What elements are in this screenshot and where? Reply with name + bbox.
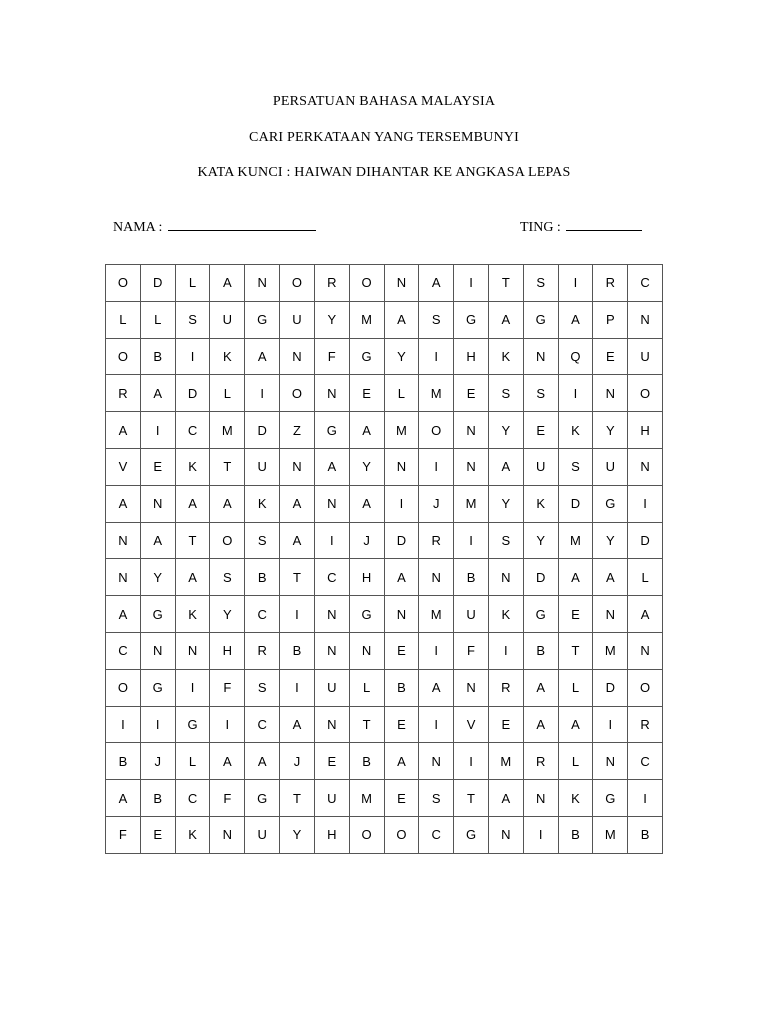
grid-cell[interactable]: O: [384, 816, 419, 853]
grid-cell[interactable]: R: [628, 706, 663, 743]
grid-cell[interactable]: U: [314, 780, 349, 817]
grid-cell[interactable]: E: [593, 338, 628, 375]
grid-cell[interactable]: O: [628, 375, 663, 412]
grid-cell[interactable]: B: [628, 816, 663, 853]
grid-cell[interactable]: L: [384, 375, 419, 412]
grid-cell[interactable]: Y: [140, 559, 175, 596]
grid-cell[interactable]: A: [106, 485, 141, 522]
grid-cell[interactable]: N: [314, 485, 349, 522]
grid-cell[interactable]: O: [106, 669, 141, 706]
grid-cell[interactable]: N: [210, 816, 245, 853]
grid-cell[interactable]: R: [593, 265, 628, 302]
grid-cell[interactable]: I: [175, 338, 210, 375]
grid-cell[interactable]: H: [628, 412, 663, 449]
grid-cell[interactable]: N: [523, 338, 558, 375]
grid-cell[interactable]: I: [628, 780, 663, 817]
grid-cell[interactable]: M: [419, 596, 454, 633]
grid-cell[interactable]: K: [175, 596, 210, 633]
grid-cell[interactable]: B: [384, 669, 419, 706]
grid-cell[interactable]: N: [280, 338, 315, 375]
grid-row: [106, 265, 663, 302]
grid-cell[interactable]: D: [628, 522, 663, 559]
grid-cell[interactable]: L: [175, 743, 210, 780]
grid-cell[interactable]: U: [454, 596, 489, 633]
grid-cell[interactable]: B: [454, 559, 489, 596]
grid-cell[interactable]: N: [349, 632, 384, 669]
name-label: NAMA :: [113, 220, 163, 235]
grid-cell[interactable]: O: [628, 669, 663, 706]
grid-cell[interactable]: Y: [384, 338, 419, 375]
grid-cell[interactable]: N: [593, 596, 628, 633]
grid-row: [106, 338, 663, 375]
grid-row: [106, 301, 663, 338]
grid-cell[interactable]: P: [593, 301, 628, 338]
grid-cell[interactable]: A: [245, 743, 280, 780]
grid-cell[interactable]: I: [419, 448, 454, 485]
grid-cell[interactable]: S: [419, 780, 454, 817]
grid-cell[interactable]: M: [488, 743, 523, 780]
grid-cell[interactable]: M: [349, 780, 384, 817]
grid-cell[interactable]: G: [454, 816, 489, 853]
grid-cell[interactable]: S: [245, 522, 280, 559]
name-blank-line[interactable]: [168, 218, 316, 231]
grid-cell[interactable]: F: [454, 632, 489, 669]
grid-cell[interactable]: N: [140, 632, 175, 669]
grid-cell[interactable]: L: [349, 669, 384, 706]
ting-label: TING :: [520, 220, 561, 235]
grid-cell[interactable]: G: [140, 596, 175, 633]
grid-cell[interactable]: Z: [280, 412, 315, 449]
grid-cell[interactable]: N: [175, 632, 210, 669]
grid-cell[interactable]: J: [280, 743, 315, 780]
grid-cell[interactable]: B: [140, 780, 175, 817]
grid-cell[interactable]: N: [593, 375, 628, 412]
grid-cell[interactable]: V: [106, 448, 141, 485]
grid-cell[interactable]: S: [558, 448, 593, 485]
grid-cell[interactable]: U: [593, 448, 628, 485]
grid-cell[interactable]: G: [314, 412, 349, 449]
grid-cell[interactable]: C: [175, 780, 210, 817]
grid-cell[interactable]: K: [523, 485, 558, 522]
grid-cell[interactable]: N: [593, 743, 628, 780]
grid-cell[interactable]: U: [280, 301, 315, 338]
grid-cell[interactable]: F: [210, 669, 245, 706]
grid-cell[interactable]: A: [175, 485, 210, 522]
grid-cell[interactable]: I: [419, 632, 454, 669]
grid-cell[interactable]: K: [558, 412, 593, 449]
grid-cell[interactable]: L: [628, 559, 663, 596]
grid-cell[interactable]: C: [245, 706, 280, 743]
grid-cell[interactable]: U: [628, 338, 663, 375]
grid-cell[interactable]: A: [280, 706, 315, 743]
grid-cell[interactable]: I: [210, 706, 245, 743]
grid-row: [106, 669, 663, 706]
grid-cell[interactable]: H: [454, 338, 489, 375]
grid-cell[interactable]: E: [349, 375, 384, 412]
grid-cell[interactable]: N: [314, 632, 349, 669]
grid-cell[interactable]: A: [210, 265, 245, 302]
grid-cell[interactable]: L: [558, 743, 593, 780]
grid-cell[interactable]: A: [349, 412, 384, 449]
grid-cell[interactable]: K: [210, 338, 245, 375]
grid-cell[interactable]: I: [593, 706, 628, 743]
grid-cell[interactable]: S: [523, 265, 558, 302]
grid-cell[interactable]: G: [140, 669, 175, 706]
grid-cell[interactable]: O: [349, 265, 384, 302]
grid-cell[interactable]: R: [106, 375, 141, 412]
grid-cell[interactable]: I: [245, 375, 280, 412]
ting-field: [520, 218, 642, 236]
grid-cell[interactable]: I: [314, 522, 349, 559]
grid-cell[interactable]: T: [210, 448, 245, 485]
grid-cell[interactable]: G: [245, 780, 280, 817]
grid-cell[interactable]: F: [210, 780, 245, 817]
title-activity: CARI PERKATAAN YANG TERSEMBUNYI: [249, 130, 519, 145]
grid-cell[interactable]: L: [106, 301, 141, 338]
grid-cell[interactable]: I: [454, 743, 489, 780]
grid-cell[interactable]: U: [245, 448, 280, 485]
ting-blank-line[interactable]: [566, 218, 642, 231]
grid-cell[interactable]: M: [454, 485, 489, 522]
grid-cell[interactable]: I: [106, 706, 141, 743]
grid-cell[interactable]: R: [245, 632, 280, 669]
grid-cell[interactable]: L: [175, 265, 210, 302]
grid-cell[interactable]: U: [523, 448, 558, 485]
grid-cell[interactable]: G: [593, 485, 628, 522]
grid-cell[interactable]: E: [384, 632, 419, 669]
grid-cell[interactable]: O: [419, 412, 454, 449]
grid-cell[interactable]: I: [419, 338, 454, 375]
grid-cell[interactable]: A: [488, 448, 523, 485]
grid-cell[interactable]: Y: [210, 596, 245, 633]
grid-cell[interactable]: E: [488, 706, 523, 743]
grid-cell[interactable]: A: [488, 301, 523, 338]
grid-cell[interactable]: C: [628, 265, 663, 302]
grid-cell[interactable]: A: [384, 743, 419, 780]
grid-cell[interactable]: A: [106, 412, 141, 449]
grid-cell[interactable]: C: [106, 632, 141, 669]
grid-row: [106, 706, 663, 743]
grid-cell[interactable]: G: [245, 301, 280, 338]
grid-cell[interactable]: N: [314, 706, 349, 743]
grid-cell[interactable]: U: [210, 301, 245, 338]
grid-cell[interactable]: R: [314, 265, 349, 302]
grid-cell[interactable]: B: [280, 632, 315, 669]
grid-cell[interactable]: A: [140, 375, 175, 412]
grid-cell[interactable]: I: [140, 706, 175, 743]
grid-cell[interactable]: J: [349, 522, 384, 559]
grid-cell[interactable]: H: [210, 632, 245, 669]
grid-cell[interactable]: A: [210, 485, 245, 522]
grid-cell[interactable]: K: [488, 338, 523, 375]
grid-cell[interactable]: I: [175, 669, 210, 706]
grid-cell[interactable]: T: [280, 559, 315, 596]
grid-row: [106, 816, 663, 853]
grid-cell[interactable]: T: [558, 632, 593, 669]
grid-cell[interactable]: L: [210, 375, 245, 412]
grid-cell[interactable]: F: [314, 338, 349, 375]
grid-cell[interactable]: J: [419, 485, 454, 522]
grid-cell[interactable]: A: [106, 596, 141, 633]
grid-cell[interactable]: G: [349, 596, 384, 633]
grid-row: [106, 522, 663, 559]
grid-cell[interactable]: G: [175, 706, 210, 743]
grid-cell[interactable]: K: [558, 780, 593, 817]
grid-cell[interactable]: A: [488, 780, 523, 817]
grid-cell[interactable]: S: [210, 559, 245, 596]
grid-cell[interactable]: E: [523, 412, 558, 449]
grid-cell[interactable]: A: [140, 522, 175, 559]
title-persatuan: PERSATUAN BAHASA MALAYSIA: [272, 94, 496, 109]
grid-cell[interactable]: B: [245, 559, 280, 596]
grid-cell[interactable]: M: [349, 301, 384, 338]
grid-cell[interactable]: T: [175, 522, 210, 559]
grid-cell[interactable]: D: [175, 375, 210, 412]
grid-cell[interactable]: C: [628, 743, 663, 780]
grid-cell[interactable]: N: [245, 265, 280, 302]
grid-cell[interactable]: A: [558, 559, 593, 596]
grid-cell[interactable]: M: [558, 522, 593, 559]
grid-cell[interactable]: B: [558, 816, 593, 853]
grid-cell[interactable]: I: [488, 632, 523, 669]
grid-cell[interactable]: H: [314, 816, 349, 853]
grid-cell[interactable]: Y: [349, 448, 384, 485]
grid-cell[interactable]: A: [314, 448, 349, 485]
grid-cell[interactable]: A: [558, 706, 593, 743]
grid-cell[interactable]: Y: [488, 485, 523, 522]
grid-row: [106, 596, 663, 633]
grid-cell[interactable]: A: [106, 780, 141, 817]
grid-cell[interactable]: N: [454, 669, 489, 706]
grid-cell[interactable]: A: [384, 559, 419, 596]
grid-cell[interactable]: K: [488, 596, 523, 633]
grid-cell[interactable]: I: [454, 522, 489, 559]
grid-cell[interactable]: M: [593, 816, 628, 853]
grid-cell[interactable]: S: [245, 669, 280, 706]
grid-cell[interactable]: I: [384, 485, 419, 522]
grid-cell[interactable]: T: [280, 780, 315, 817]
grid-row: [106, 485, 663, 522]
grid-cell[interactable]: Q: [558, 338, 593, 375]
grid-cell[interactable]: N: [384, 448, 419, 485]
grid-cell[interactable]: S: [488, 522, 523, 559]
grid-cell[interactable]: T: [349, 706, 384, 743]
grid-cell[interactable]: E: [454, 375, 489, 412]
grid-cell[interactable]: E: [140, 816, 175, 853]
grid-cell[interactable]: N: [488, 816, 523, 853]
grid-cell[interactable]: Y: [488, 412, 523, 449]
grid-cell[interactable]: D: [140, 265, 175, 302]
grid-cell[interactable]: S: [488, 375, 523, 412]
grid-cell[interactable]: S: [175, 301, 210, 338]
grid-cell[interactable]: A: [523, 706, 558, 743]
grid-cell[interactable]: N: [523, 780, 558, 817]
grid-cell[interactable]: B: [349, 743, 384, 780]
grid-cell[interactable]: D: [593, 669, 628, 706]
grid-cell[interactable]: D: [384, 522, 419, 559]
grid-cell[interactable]: N: [628, 632, 663, 669]
grid-cell[interactable]: K: [175, 816, 210, 853]
grid-cell[interactable]: B: [523, 632, 558, 669]
grid-cell[interactable]: G: [349, 338, 384, 375]
grid-cell[interactable]: A: [245, 338, 280, 375]
grid-cell[interactable]: A: [280, 485, 315, 522]
grid-cell[interactable]: D: [245, 412, 280, 449]
grid-cell[interactable]: N: [384, 265, 419, 302]
grid-cell[interactable]: A: [384, 301, 419, 338]
grid-cell[interactable]: A: [349, 485, 384, 522]
grid-cell[interactable]: I: [628, 485, 663, 522]
grid-cell[interactable]: I: [140, 412, 175, 449]
grid-cell[interactable]: N: [384, 596, 419, 633]
grid-cell[interactable]: A: [593, 559, 628, 596]
grid-cell[interactable]: R: [523, 743, 558, 780]
grid-cell[interactable]: J: [140, 743, 175, 780]
grid-cell[interactable]: I: [558, 265, 593, 302]
grid-cell[interactable]: B: [140, 338, 175, 375]
grid-cell[interactable]: M: [384, 412, 419, 449]
grid-cell[interactable]: O: [349, 816, 384, 853]
grid-cell[interactable]: E: [314, 743, 349, 780]
grid-cell[interactable]: O: [280, 265, 315, 302]
grid-cell[interactable]: Y: [593, 412, 628, 449]
grid-cell[interactable]: G: [523, 596, 558, 633]
grid-cell[interactable]: Y: [314, 301, 349, 338]
grid-cell[interactable]: N: [106, 522, 141, 559]
grid-cell[interactable]: N: [314, 596, 349, 633]
grid-cell[interactable]: E: [384, 706, 419, 743]
grid-cell[interactable]: N: [454, 448, 489, 485]
grid-cell[interactable]: N: [140, 485, 175, 522]
grid-cell[interactable]: N: [488, 559, 523, 596]
grid-cell[interactable]: N: [314, 375, 349, 412]
word-search-grid: [105, 264, 663, 854]
grid-cell[interactable]: N: [419, 559, 454, 596]
grid-row: [106, 632, 663, 669]
grid-cell[interactable]: Y: [280, 816, 315, 853]
grid-cell[interactable]: C: [419, 816, 454, 853]
grid-cell[interactable]: V: [454, 706, 489, 743]
grid-cell[interactable]: S: [419, 301, 454, 338]
grid-cell[interactable]: C: [175, 412, 210, 449]
grid-cell[interactable]: F: [106, 816, 141, 853]
grid-row: [106, 448, 663, 485]
grid-cell[interactable]: N: [280, 448, 315, 485]
grid-cell[interactable]: O: [280, 375, 315, 412]
grid-cell[interactable]: M: [210, 412, 245, 449]
grid-cell[interactable]: E: [140, 448, 175, 485]
grid-cell[interactable]: M: [419, 375, 454, 412]
grid-cell[interactable]: D: [558, 485, 593, 522]
grid-cell[interactable]: Y: [523, 522, 558, 559]
grid-cell[interactable]: S: [523, 375, 558, 412]
grid-cell[interactable]: G: [523, 301, 558, 338]
grid-cell[interactable]: A: [210, 743, 245, 780]
grid-cell[interactable]: A: [523, 669, 558, 706]
grid-cell[interactable]: H: [349, 559, 384, 596]
grid-cell[interactable]: U: [245, 816, 280, 853]
name-field: [113, 218, 316, 236]
grid-cell[interactable]: K: [175, 448, 210, 485]
grid-cell[interactable]: M: [593, 632, 628, 669]
grid-cell[interactable]: E: [558, 596, 593, 633]
grid-cell[interactable]: U: [314, 669, 349, 706]
grid-cell[interactable]: I: [523, 816, 558, 853]
grid-cell[interactable]: Y: [593, 522, 628, 559]
grid-cell[interactable]: I: [280, 596, 315, 633]
grid-cell[interactable]: E: [384, 780, 419, 817]
grid-cell[interactable]: R: [419, 522, 454, 559]
grid-cell[interactable]: G: [454, 301, 489, 338]
grid-cell[interactable]: R: [488, 669, 523, 706]
grid-row: [106, 412, 663, 449]
grid-cell[interactable]: I: [280, 669, 315, 706]
grid-cell[interactable]: A: [419, 265, 454, 302]
grid-cell[interactable]: N: [454, 412, 489, 449]
grid-cell[interactable]: D: [523, 559, 558, 596]
grid-cell[interactable]: T: [454, 780, 489, 817]
grid-cell[interactable]: I: [419, 706, 454, 743]
grid-cell[interactable]: C: [245, 596, 280, 633]
grid-cell[interactable]: C: [314, 559, 349, 596]
grid-cell[interactable]: N: [628, 301, 663, 338]
grid-cell[interactable]: T: [488, 265, 523, 302]
grid-cell[interactable]: L: [140, 301, 175, 338]
grid-row: [106, 559, 663, 596]
grid-cell[interactable]: G: [593, 780, 628, 817]
grid-cell[interactable]: O: [106, 265, 141, 302]
grid-cell[interactable]: N: [628, 448, 663, 485]
grid-cell[interactable]: K: [245, 485, 280, 522]
grid-cell[interactable]: A: [419, 669, 454, 706]
grid-cell[interactable]: O: [210, 522, 245, 559]
grid-row: [106, 743, 663, 780]
grid-cell[interactable]: L: [558, 669, 593, 706]
grid-cell[interactable]: A: [175, 559, 210, 596]
grid-row: [106, 375, 663, 412]
grid-cell[interactable]: N: [106, 559, 141, 596]
grid-cell[interactable]: A: [558, 301, 593, 338]
grid-cell[interactable]: N: [419, 743, 454, 780]
grid-cell[interactable]: A: [628, 596, 663, 633]
grid-cell[interactable]: A: [280, 522, 315, 559]
grid-cell[interactable]: O: [106, 338, 141, 375]
grid-cell[interactable]: I: [558, 375, 593, 412]
grid-cell[interactable]: I: [454, 265, 489, 302]
grid-row: [106, 780, 663, 817]
grid-cell[interactable]: B: [106, 743, 141, 780]
title-keyword: KATA KUNCI : HAIWAN DIHANTAR KE ANGKASA LEPAS: [197, 165, 571, 180]
